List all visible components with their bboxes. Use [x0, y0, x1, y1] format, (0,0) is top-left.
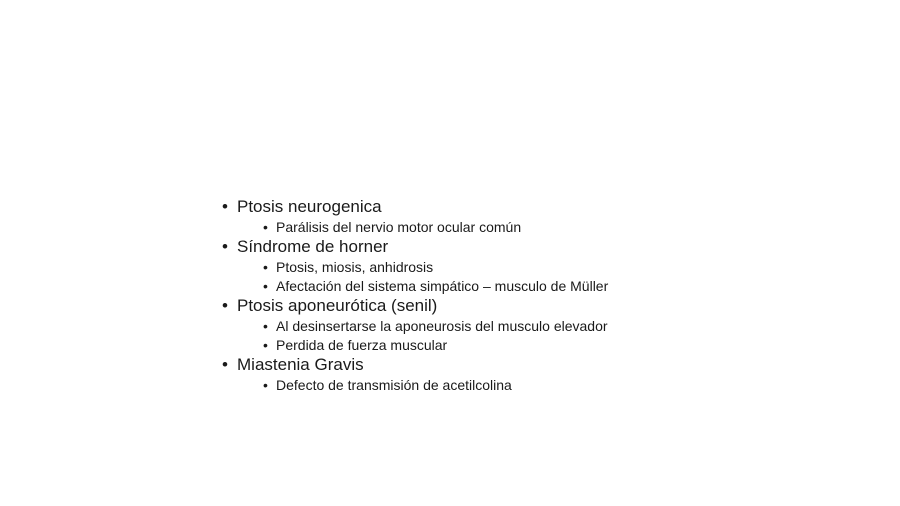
- sub-bullet-list: [237, 376, 882, 395]
- bullet-label: Ptosis neurogenica: [237, 197, 382, 216]
- sub-bullet-item: • Perdida de fuerza muscular: [263, 336, 882, 355]
- sub-bullet-item: • Defecto de transmisión de acetilcolina: [263, 376, 882, 395]
- sub-bullet-item: • Al desinsertarse la aponeurosis del musculo elevador: [263, 317, 882, 336]
- bullet-label: Síndrome de horner: [237, 237, 389, 256]
- sub-bullet-list: [237, 218, 882, 237]
- bullet-label: Ptosis aponeurótica (senil): [237, 296, 438, 315]
- bullet-label: Miastenia Gravis: [237, 355, 364, 374]
- bullet-item: [222, 236, 882, 296]
- sub-bullet-list: [237, 258, 882, 296]
- bullet-item: [222, 295, 882, 355]
- sub-bullet-list: [237, 317, 882, 355]
- bullet-item: [222, 196, 882, 237]
- sub-bullet-item: • Ptosis, miosis, anhidrosis: [263, 258, 882, 277]
- bullet-list: [222, 196, 882, 394]
- sub-bullet-item: • Parálisis del nervio motor ocular común: [263, 218, 882, 237]
- bullet-item: [222, 354, 882, 395]
- sub-bullet-item: • Afectación del sistema simpático – musculo de Müller: [263, 277, 882, 296]
